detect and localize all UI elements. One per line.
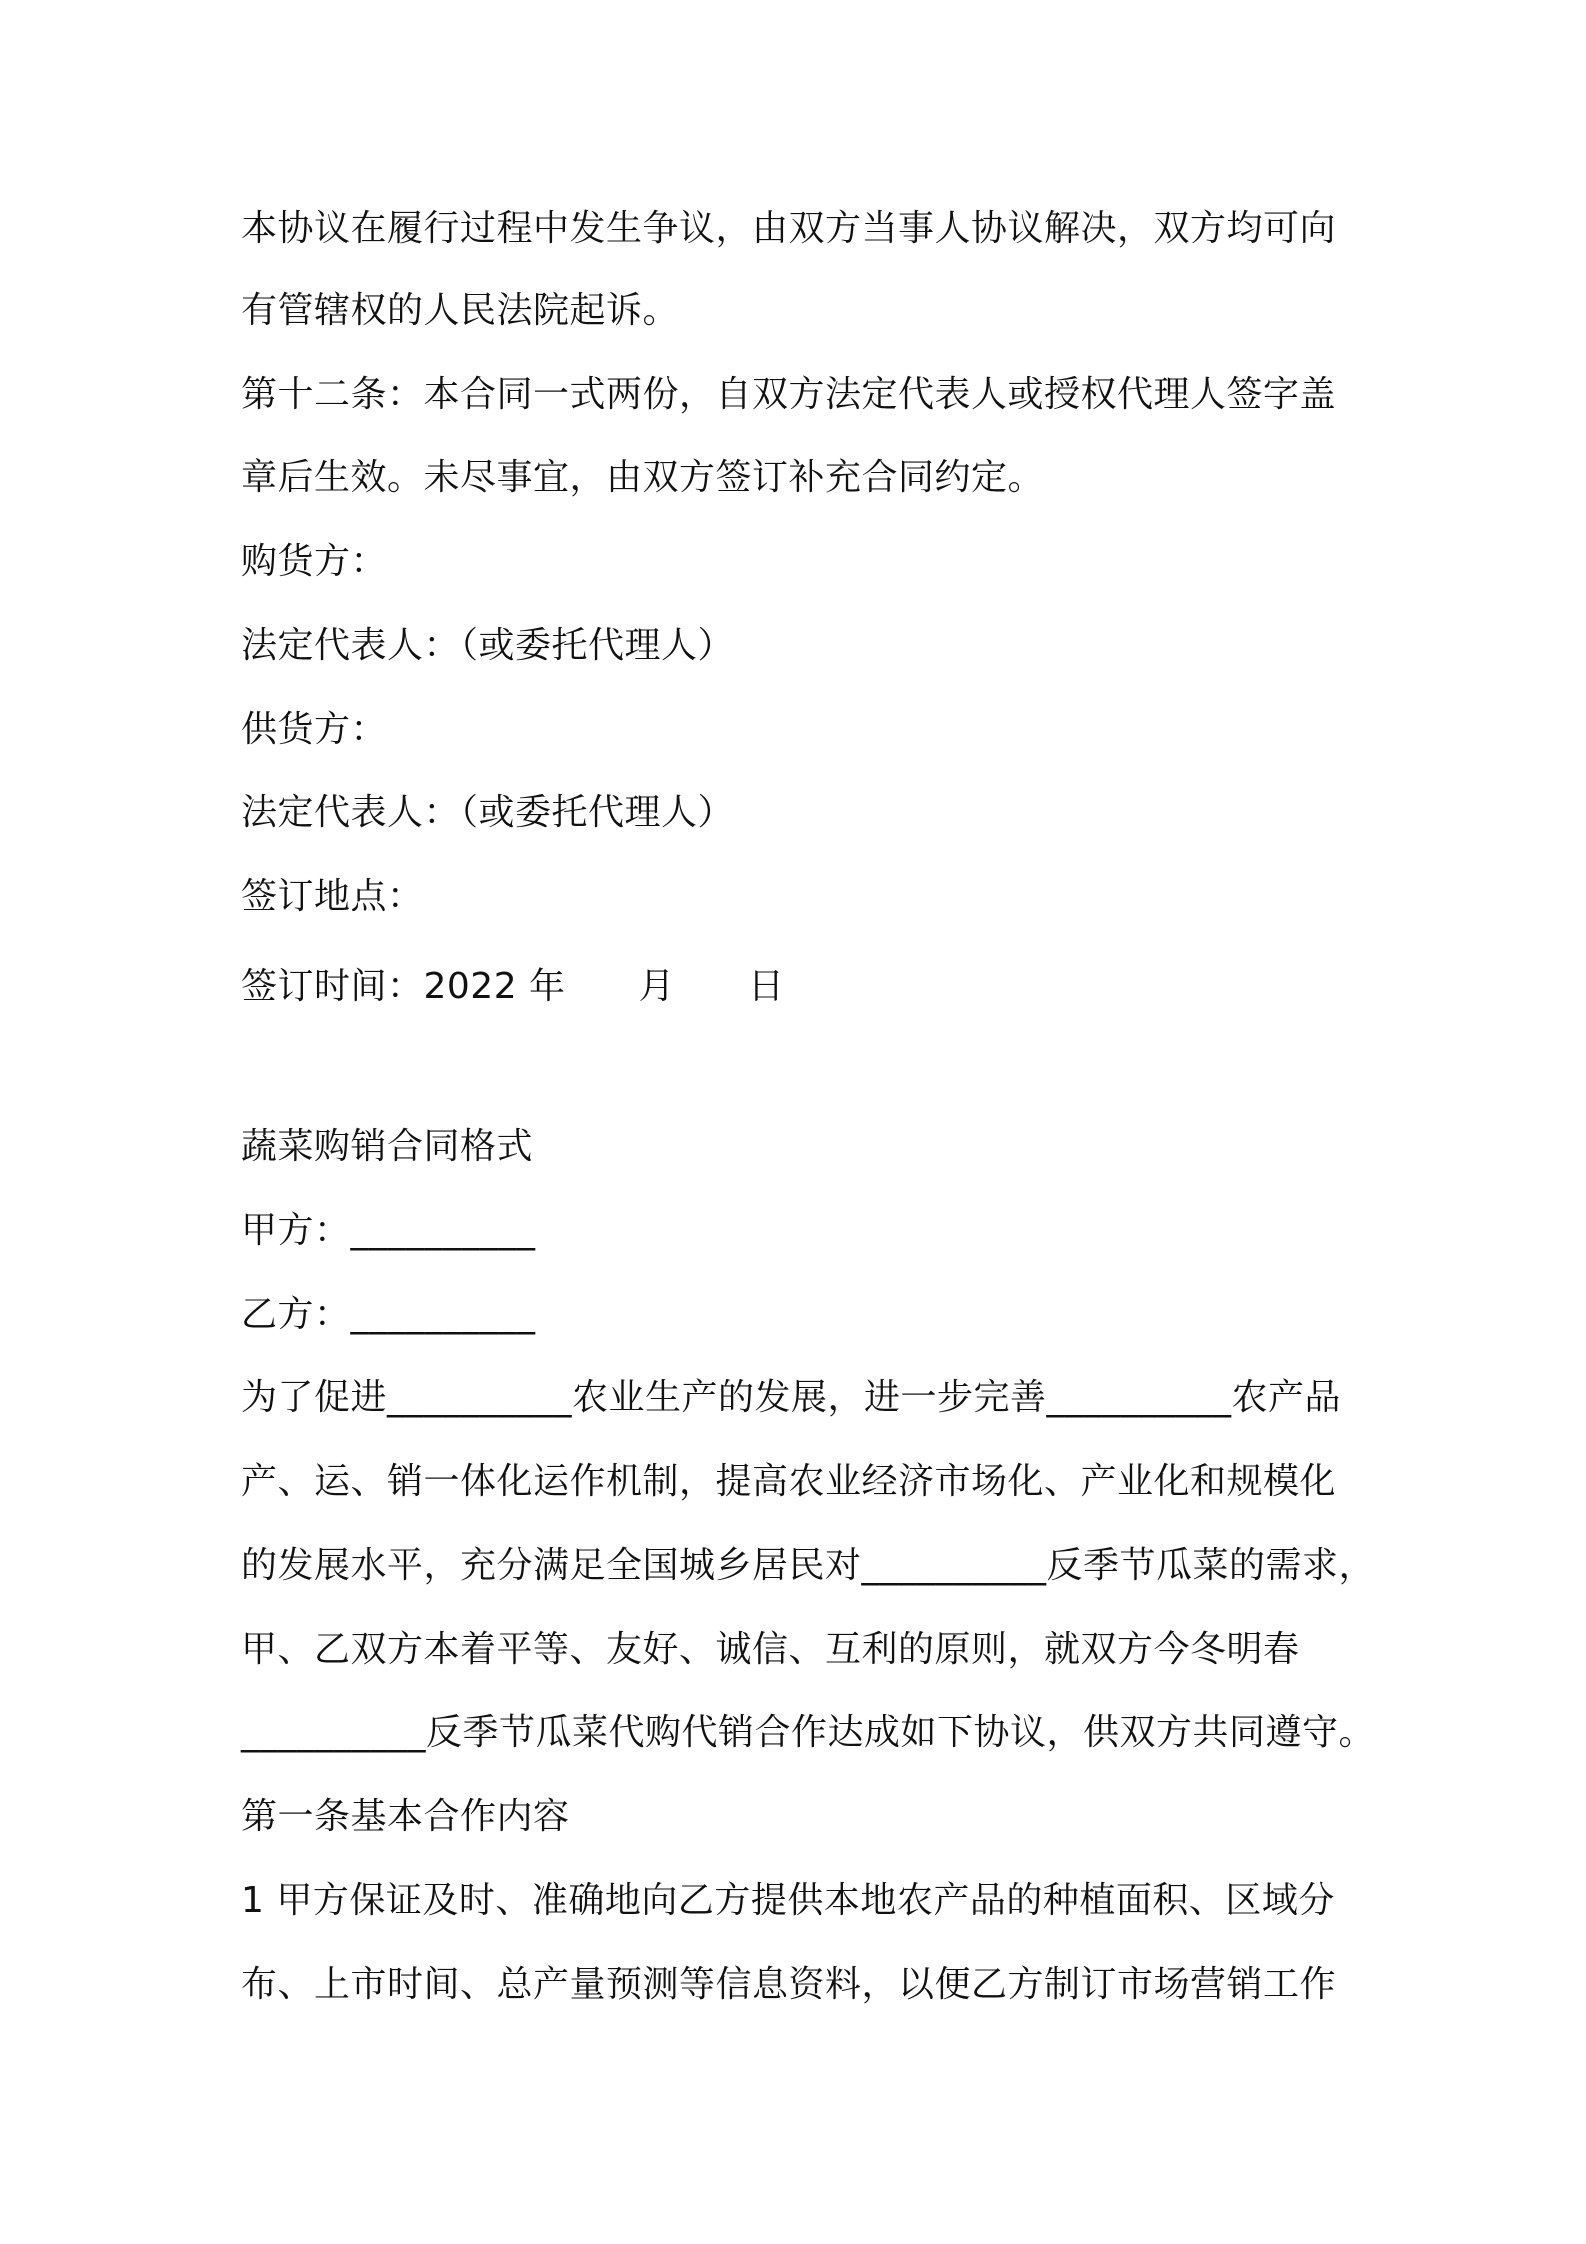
signing-place-label: 签订地点：	[241, 876, 424, 917]
supplier-representative-label: 法定代表人：（或委托代理人）	[241, 792, 735, 833]
supplier-label: 供货方：	[241, 709, 388, 750]
section-title: 蔬菜购销合同格式	[241, 1126, 534, 1167]
paragraph-line-intro-3: 的发展水平，充分满足全国城乡居民对__________反季节瓜菜的需求，	[241, 1545, 1376, 1586]
paragraph-line-intro-1: 为了促进__________农业生产的发展，进一步完善__________农产品	[241, 1377, 1342, 1418]
paragraph-line-article12-1: 第十二条：本合同一式两份，自双方法定代表人或授权代理人签字盖	[241, 374, 1337, 415]
paragraph-line-dispute-1: 本协议在履行过程中发生争议，由双方当事人协议解决，双方均可向	[241, 208, 1337, 249]
buyer-label: 购货方：	[241, 541, 388, 582]
paragraph-line-intro-4: 甲、乙双方本着平等、友好、诚信、互利的原则，就双方今冬明春	[241, 1629, 1300, 1670]
signing-date-label: 签订时间：2022 年 月 日	[241, 966, 785, 1007]
article-1-heading: 第一条基本合作内容	[241, 1796, 570, 1837]
party-b-field: 乙方：__________	[241, 1294, 536, 1335]
paragraph-line-article12-2: 章后生效。未尽事宜，由双方签订补充合同约定。	[241, 457, 1045, 498]
buyer-representative-label: 法定代表人：（或委托代理人）	[241, 625, 735, 666]
party-a-field: 甲方：__________	[241, 1210, 536, 1251]
paragraph-line-intro-5: __________反季节瓜菜代购代销合作达成如下协议，供双方共同遵守。	[241, 1712, 1376, 1753]
paragraph-line-clause1-2: 布、上市时间、总产量预测等信息资料，以便乙方制订市场营销工作	[241, 1964, 1337, 2005]
paragraph-line-dispute-2: 有管辖权的人民法院起诉。	[241, 290, 680, 331]
paragraph-line-clause1-1: 1 甲方保证及时、准确地向乙方提供本地农产品的种植面积、区域分	[241, 1880, 1335, 1921]
paragraph-line-intro-2: 产、运、销一体化运作机制，提高农业经济市场化、产业化和规模化	[241, 1461, 1337, 1502]
